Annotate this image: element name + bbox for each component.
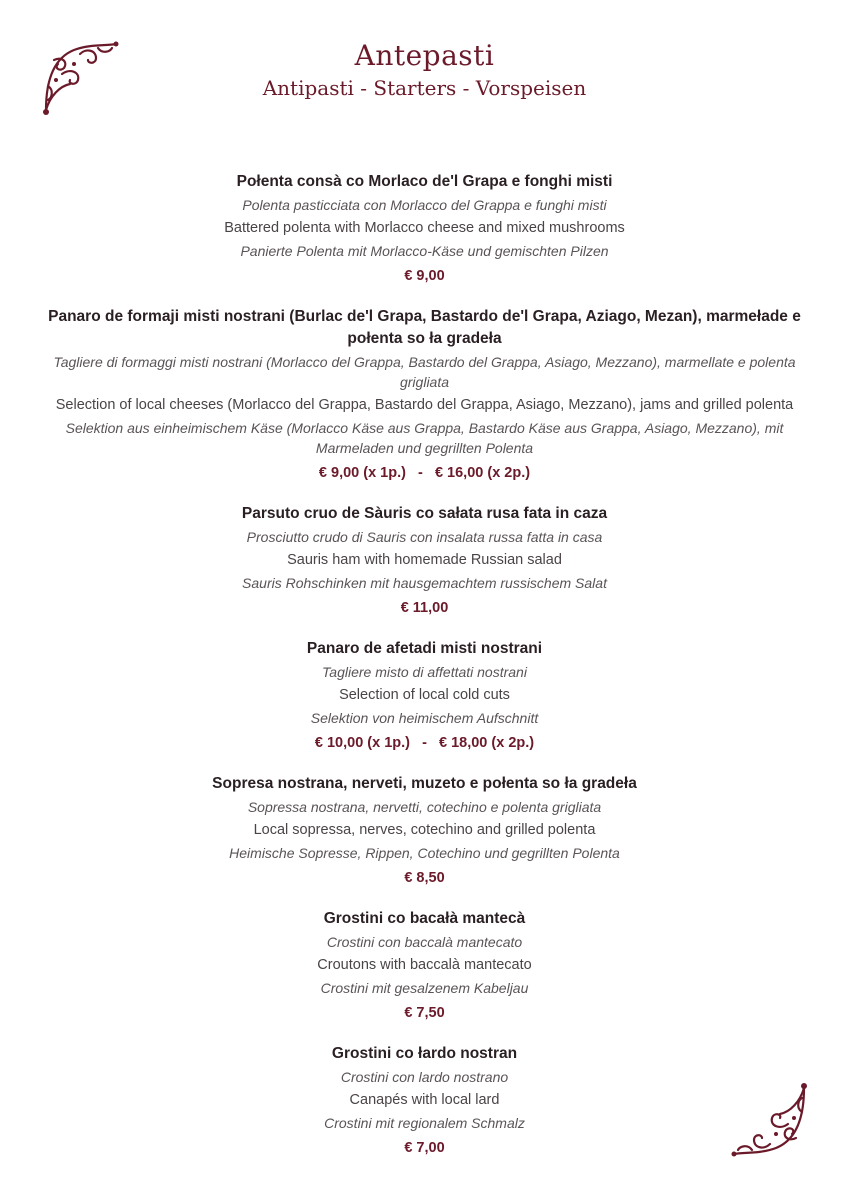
dish-name: Połenta consà co Morlaco de'l Grapa e fonghi misti [236,173,613,190]
page-title: Antepasti [354,39,495,72]
dish-price: € 9,00 (x 1p.) - € 16,00 (x 2p.) [318,465,531,481]
dish-name-english: Canapés with local lard [349,1092,500,1108]
dish-price: € 7,50 [404,1005,445,1021]
dish-price: € 8,50 [404,870,445,886]
dish-name-english: Croutons with baccalà mantecato [317,957,532,973]
dish-name-english: Sauris ham with homemade Russian salad [287,552,562,568]
menu-item [45,1043,805,1158]
dish-price: € 10,00 (x 1p.) - € 18,00 (x 2p.) [314,735,535,751]
dish-name: Sopresa nostrana, nerveti, muzeto e połenta so ła gradeła [212,775,637,792]
menu-item [45,638,805,753]
dish-name: Panaro de afetadi misti nostrani [306,640,543,657]
dish-name-italian: Prosciutto crudo di Sauris con insalata russa fatta in casa [246,529,603,545]
menu-item [45,773,805,888]
page-subtitle: Antipasti - Starters - Vorspeisen [262,76,587,100]
dish-price: € 11,00 [400,600,449,616]
menu-item [45,171,805,286]
menu-item [45,908,805,1023]
dish-name-german: Sauris Rohschinken mit hausgemachtem russischem Salat [242,575,607,591]
menu-item [45,503,805,618]
dish-name: Parsuto cruo de Sàuris co sałata rusa fata in caza [241,505,608,522]
dish-name-italian: Sopressa nostrana, nervetti, cotechino e polenta grigliata [247,799,602,815]
dish-price: € 7,00 [404,1140,445,1156]
dish-name: Panaro de formaji misti nostrani (Burlac de'l Grapa, Bastardo de'l Grapa, Aziago, Mezan), marmełade e połenta so ła gradeła [48,308,801,347]
dish-name: Grostini co łardo nostran [331,1045,518,1062]
menu-item [45,306,805,483]
dish-name-english: Battered polenta with Morlacco cheese and mixed mushrooms [224,220,625,236]
dish-name-german: Selektion aus einheimischem Käse (Morlacco Käse aus Grappa, Bastardo Käse aus Grappa, Asiago, Mezzano), mit Marmeladen und gegrillten Polenta [65,420,784,456]
dish-name-german: Panierte Polenta mit Morlacco-Käse und gemischten Pilzen [240,243,609,259]
dish-name-italian: Crostini con baccalà mantecato [326,934,523,950]
dish-name-italian: Tagliere misto di affettati nostrani [322,664,527,680]
dish-name-italian: Polenta pasticciata con Morlacco del Grappa e funghi misti [242,197,607,213]
menu-list [0,171,849,1178]
dish-name-german: Heimische Sopresse, Rippen, Cotechino und gegrillten Polenta [229,845,620,861]
dish-name-english: Selection of local cold cuts [339,687,510,703]
dish-name-english: Local sopressa, nerves, cotechino and grilled polenta [253,822,596,838]
dish-name-german: Selektion von heimischem Aufschnitt [310,710,539,726]
dish-price: € 9,00 [404,268,445,284]
dish-name-german: Crostini mit gesalzenem Kabeljau [320,980,529,996]
dish-name-german: Crostini mit regionalem Schmalz [324,1115,525,1131]
dish-name: Grostini co bacałà mantecà [323,910,526,927]
dish-name-english: Selection of local cheeses (Morlacco del Grappa, Bastardo del Grappa, Asiago, Mezzano), jams and grilled polenta [55,397,794,413]
dish-name-italian: Crostini con lardo nostrano [340,1069,509,1085]
dish-name-italian: Tagliere di formaggi misti nostrani (Morlacco del Grappa, Bastardo del Grappa, Asiago, Mezzano), marmellate e polenta grigliata [53,354,796,390]
menu-header [0,38,849,102]
